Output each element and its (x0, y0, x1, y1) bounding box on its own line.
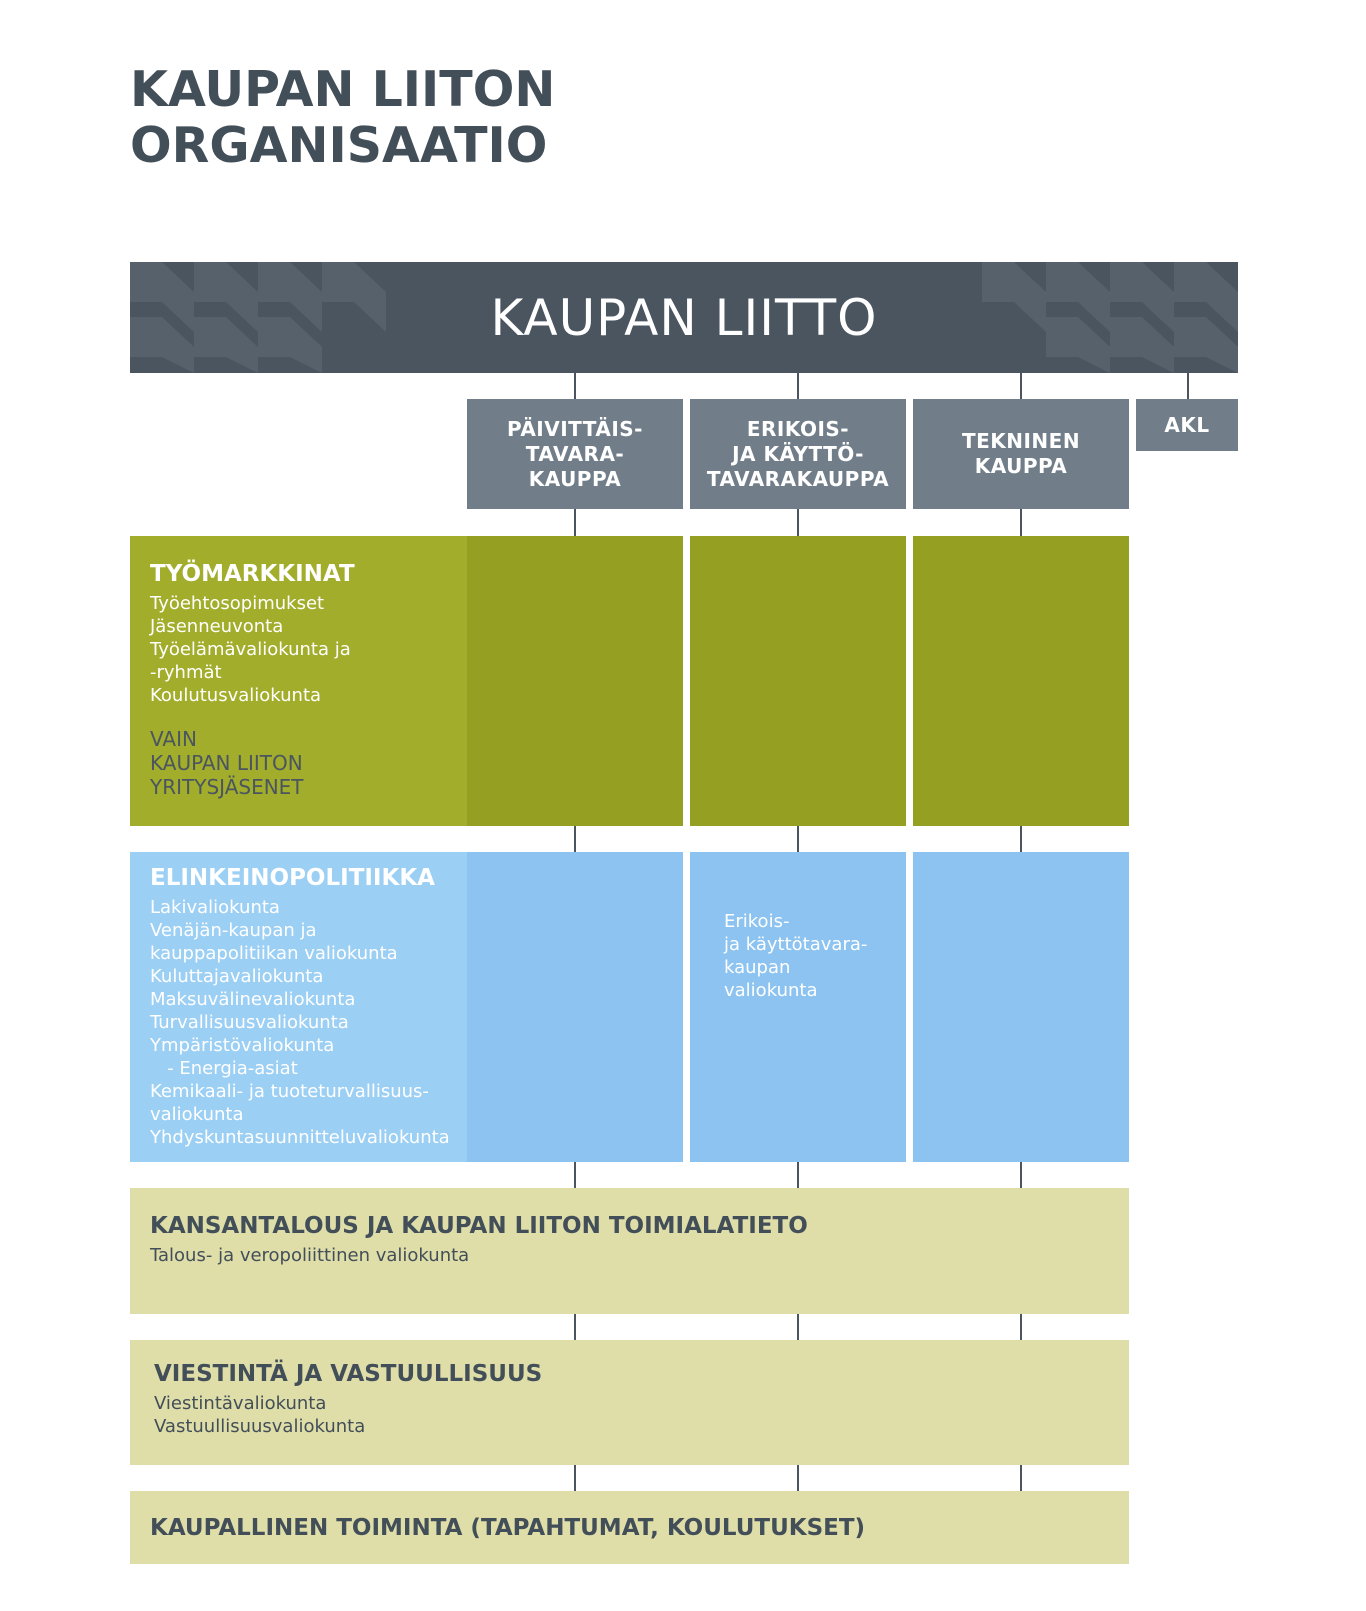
list-item: Lakivaliokunta (150, 897, 280, 918)
tyomarkkinat-note: YRITYSJÄSENET (150, 775, 304, 799)
page-title (130, 62, 555, 174)
connector (797, 1314, 799, 1340)
division-label: PÄIVITTÄIS- TAVARA- KAUPPA (507, 416, 643, 491)
division-paivittaistavarakauppa (467, 399, 683, 509)
tyomarkkinat-column (690, 536, 906, 826)
connector (574, 1162, 576, 1188)
division-akl (1136, 399, 1238, 451)
list-item: Maksuvälinevaliokunta (150, 989, 356, 1010)
kaupallinen-title: KAUPALLINEN TOIMINTA (TAPAHTUMAT, KOULUTUKSET) (150, 1514, 866, 1541)
tyomarkkinat-section (130, 536, 467, 826)
viestinta-section (130, 1340, 1129, 1465)
connector (574, 1314, 576, 1340)
list-item: Ympäristövaliokunta (150, 1035, 335, 1056)
elinkeinopolitiikka-column (467, 852, 683, 1162)
list-item: Vastuullisuusvaliokunta (154, 1416, 366, 1437)
list-item: valiokunta (150, 1104, 244, 1125)
list-item: Kemikaali- ja tuoteturvallisuus- (150, 1081, 429, 1102)
connector (1187, 373, 1189, 399)
connector (1020, 1162, 1022, 1188)
division-committee-text: Erikois- ja käyttötavara- kaupan valiokunta (724, 911, 868, 1001)
page-title-line2: ORGANISAATIO (130, 117, 548, 174)
kansantalous-title: KANSANTALOUS JA KAUPAN LIITON TOIMIALATIETO (150, 1213, 808, 1239)
list-item: kauppapolitiikan valiokunta (150, 943, 398, 964)
list-item: -ryhmät (150, 662, 222, 683)
elinkeinopolitiikka-section (130, 852, 467, 1162)
connector (574, 373, 576, 399)
connector (797, 1465, 799, 1491)
list-item: Venäjän-kaupan ja (150, 920, 317, 941)
division-tekninen-kauppa (913, 399, 1129, 509)
list-item: Koulutusvaliokunta (150, 685, 322, 706)
connector (797, 826, 799, 852)
division-label: TEKNINEN KAUPPA (961, 429, 1081, 478)
division-label: AKL (1164, 412, 1210, 437)
elinkeinopolitiikka-title: ELINKEINOPOLITIIKKA (150, 865, 435, 891)
viestinta-title: VIESTINTÄ JA VASTUULLISUUS (154, 1361, 543, 1387)
header-band (130, 262, 1238, 373)
connector (1020, 1465, 1022, 1491)
header-title: KAUPAN LIITTO (490, 288, 878, 347)
list-item: Viestintävaliokunta (154, 1393, 327, 1414)
tyomarkkinat-title: TYÖMARKKINAT (150, 561, 355, 587)
connector (574, 826, 576, 852)
list-item: Jäsenneuvonta (150, 616, 284, 637)
connector (574, 509, 576, 536)
kaupallinen-section (130, 1491, 1129, 1564)
elinkeinopolitiikka-column (690, 852, 906, 1162)
elinkeinopolitiikka-column (913, 852, 1129, 1162)
connector (797, 373, 799, 399)
list-item: Työelämävaliokunta ja (150, 639, 351, 660)
list-item: Työehtosopimukset (150, 593, 325, 614)
connector (797, 1162, 799, 1188)
list-item: Talous- ja veropoliittinen valiokunta (150, 1245, 470, 1266)
connector (1020, 826, 1022, 852)
division-label: ERIKOIS- JA KÄYTTÖ- TAVARAKAUPPA (706, 416, 890, 491)
connector (1020, 1314, 1022, 1340)
list-item: Turvallisuusvaliokunta (150, 1012, 349, 1033)
page-title-line1: KAUPAN LIITON (130, 61, 556, 118)
connector (1020, 373, 1022, 399)
list-item: - Energia-asiat (150, 1058, 298, 1079)
kansantalous-section (130, 1188, 1129, 1314)
tyomarkkinat-column (467, 536, 683, 826)
connector (797, 509, 799, 536)
tyomarkkinat-note: VAIN (150, 727, 197, 751)
list-item: Kuluttajavaliokunta (150, 966, 324, 987)
division-erikois-ja-kayttotavarakauppa (690, 399, 906, 509)
tyomarkkinat-note: KAUPAN LIITON (150, 751, 303, 775)
tyomarkkinat-column (913, 536, 1129, 826)
list-item: Yhdyskuntasuunnitteluvaliokunta (150, 1127, 450, 1148)
connector (574, 1465, 576, 1491)
connector (1020, 509, 1022, 536)
